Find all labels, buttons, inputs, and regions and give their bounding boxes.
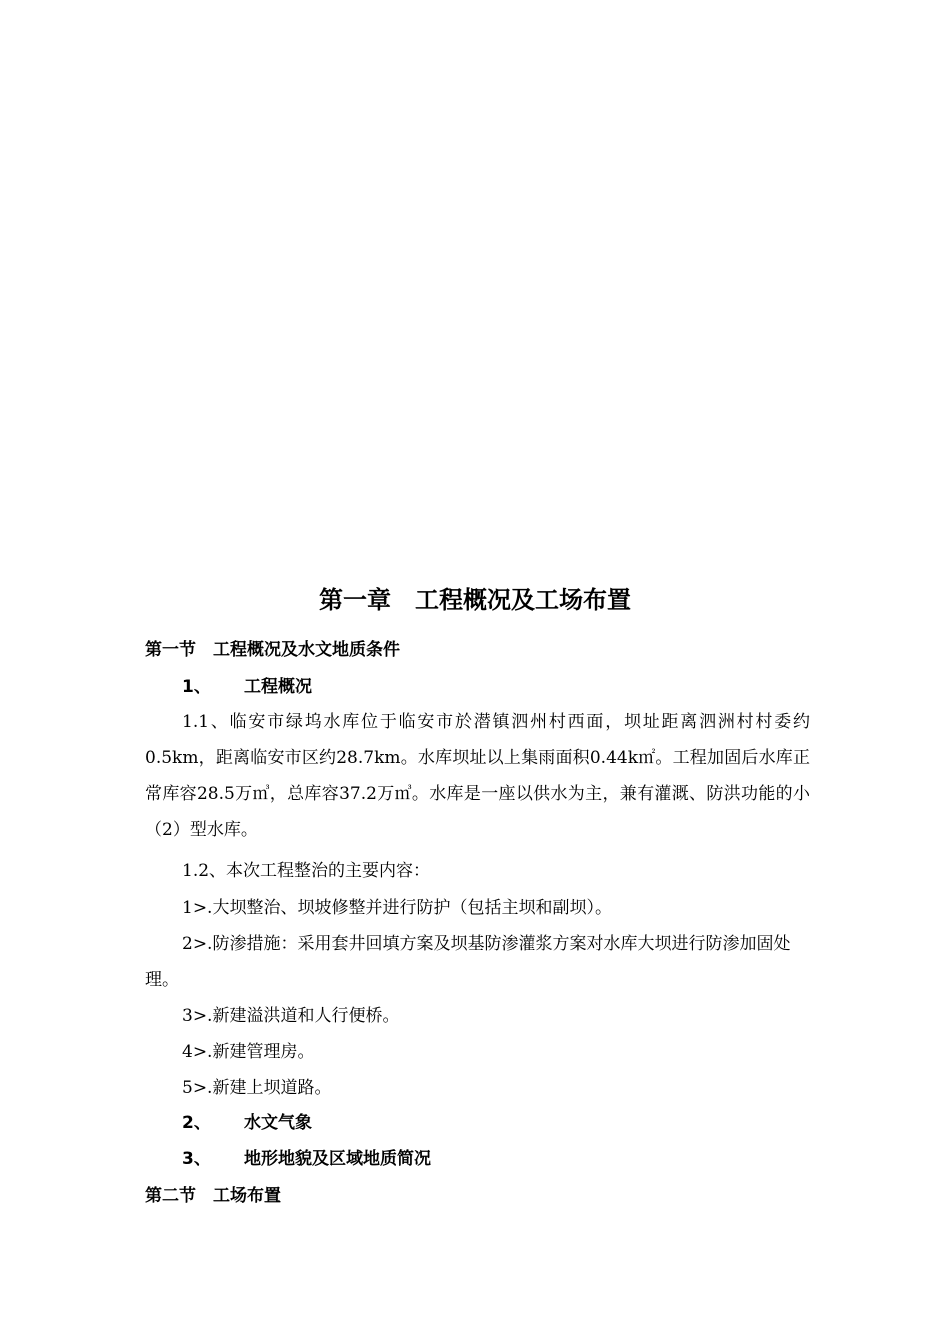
subsection-title: 地形地貌及区域地质简况 — [244, 1149, 431, 1169]
subsection-heading-3 — [182, 1146, 431, 1172]
list-item: 1>.大坝整治、坝坡修整并进行防护（包括主坝和副坝）。 — [182, 898, 612, 918]
list-item: 5>.新建上坝道路。 — [182, 1078, 332, 1098]
subsection-heading-2 — [182, 1110, 312, 1136]
list-item: 2>.防渗措施：采用套井回填方案及坝基防渗灌浆方案对水库大坝进行防渗加固处理。 — [145, 934, 791, 990]
chapter-title: 第一章 工程概况及工场布置 — [319, 586, 631, 614]
subsection-number: 3、 — [182, 1149, 211, 1169]
subsection-number: 2、 — [182, 1113, 211, 1133]
paragraph-1-1: 1.1、临安市绿坞水库位于临安市於潜镇泗州村西面，坝址距离泗洲村村委约0.5km，距离临安市区约28.7km。水库坝址以上集雨面积0.44k㎡。工程加固后水库正常库容28.5万㎥，总库容37.2万㎥。水库是一座以供水为主，兼有灌溉、防洪功能的小（2）型水库。 — [145, 712, 810, 840]
section-heading-1: 第一节 工程概况及水文地质条件 — [145, 640, 400, 660]
subsection-number: 1、 — [182, 677, 211, 697]
list-item: 4>.新建管理房。 — [182, 1042, 315, 1062]
section-heading-2: 第二节 工场布置 — [145, 1186, 281, 1206]
subsection-title: 工程概况 — [244, 677, 312, 697]
subsection-heading-1 — [182, 674, 312, 700]
paragraph-1-2: 1.2、本次工程整治的主要内容： — [182, 861, 431, 881]
subsection-title: 水文气象 — [244, 1113, 312, 1133]
list-item: 3>.新建溢洪道和人行便桥。 — [182, 1006, 400, 1026]
